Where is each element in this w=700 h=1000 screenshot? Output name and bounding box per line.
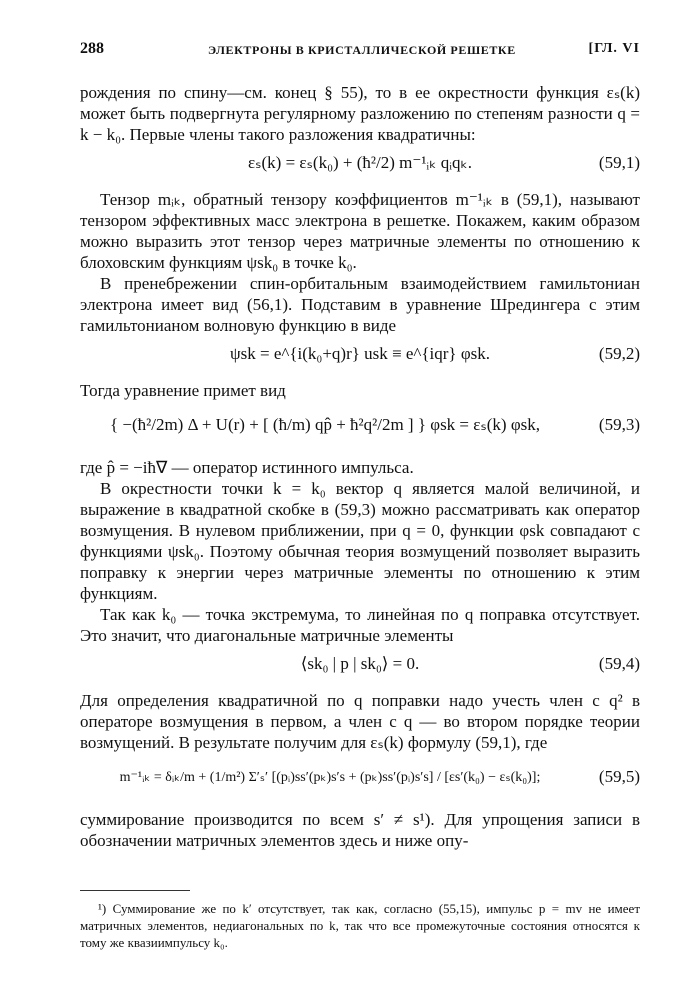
paragraph-2: Тензор mᵢₖ, обратный тензору коэффициентов m⁻¹ᵢₖ в (59,1), называют тензором эффективных масс электрона в решетке. Покажем, каким образом можно выразить этот тензор через матричные элементы по отношению к блоховским функциям ψsk₀ в точке k₀. [80, 190, 640, 272]
equation-body: εₛ(k) = εₛ(k₀) + (ħ²/2) m⁻¹ᵢₖ qᵢqₖ. [248, 153, 472, 172]
paragraph-3: В пренебрежении спин-орбитальным взаимодействием гамильтониан электрона имеет вид (56,1). Подставим в уравнение Шредингера с этим гамильтонианом волновую функцию в виде [80, 274, 640, 335]
equation-number: (59,3) [598, 415, 640, 434]
equation-body: { −(ħ²/2m) Δ + U(r) + [ (ħ/m) qp̂ + ħ²q²/2m ] } φsk = εₛ(k) φsk, [109, 415, 540, 434]
equation-number: (59,1) [598, 153, 640, 172]
paragraph-8: Для определения квадратичной по q поправки надо учесть член с q² в операторе возмущения в первом, а член с q — во втором порядке теории возмущений. В результате получим для εₛ(k) формулу (59,1), где [80, 691, 640, 752]
paragraph-9: суммирование производится по всем s′ ≠ s¹). Для упрощения записи в обозначении матричных элементов здесь и ниже опу- [80, 810, 640, 850]
equation-59-2 [80, 336, 640, 380]
equation-body: ⟨sk₀ | p | sk₀⟩ = 0. [300, 654, 420, 673]
paragraph-6: В окрестности точки k = k₀ вектор q является малой величиной, и выражение в квадратной скобке в (59,3) можно рассматривать как оператор возмущения. В нулевом приближении, при q = 0, функции φsk совпадают с функциями ψsk₀. Поэтому обычная теория возмущений позволяет выразить поправку к энергии через матричные элементы по отношению к этим функциям. [80, 479, 640, 603]
paragraph-4: Тогда уравнение примет вид [80, 381, 286, 400]
page-number: 288 [80, 40, 104, 57]
equation-number: (59,5) [598, 767, 640, 786]
paragraph-1: рождения по спину—см. конец § 55), то в ее окрестности функция εₛ(k) может быть подвергнута регулярному разложению по степеням разности q = k − k₀. Первые члены такого разложения квадратичны: [80, 83, 640, 144]
equation-number: (59,2) [598, 344, 640, 363]
equation-body: ψsk = e^{i(k₀+q)r} usk ≡ e^{iqr} φsk. [229, 344, 490, 363]
running-header [80, 40, 640, 62]
equation-59-1 [80, 145, 640, 189]
equation-number: (59,4) [598, 654, 640, 673]
footnote: ¹) Суммирование же по k′ отсутствует, так как, согласно (55,15), импульс p = mv не имеет матричных элементов, недиагональных по k, так что все промежуточные состояния относятся к тому же квазиимпульсу k₀. [80, 901, 640, 950]
running-title: ЭЛЕКТРОНЫ В КРИСТАЛЛИЧЕСКОЙ РЕШЕТКЕ [208, 43, 516, 57]
chapter-marker: [ГЛ. VI [588, 41, 640, 56]
page [80, 40, 640, 851]
equation-59-4 [80, 646, 640, 690]
paragraph-5: где p̂ = −iħ∇ — оператор истинного импульса. [80, 458, 414, 477]
footnote-rule [80, 890, 190, 891]
equation-body: m⁻¹ᵢₖ = δᵢₖ/m + (1/m²) Σ′ₛ′ [(pᵢ)ss′(pₖ)s′s + (pₖ)ss′(pᵢ)s′s] / [εs′(k₀) − εₛ(k₀)]; [119, 770, 541, 785]
equation-59-3 [80, 401, 640, 457]
paragraph-7: Так как k₀ — точка экстремума, то линейная по q поправка отсутствует. Это значит, что диагональные матричные элементы [80, 605, 640, 645]
equation-59-5 [80, 753, 640, 809]
